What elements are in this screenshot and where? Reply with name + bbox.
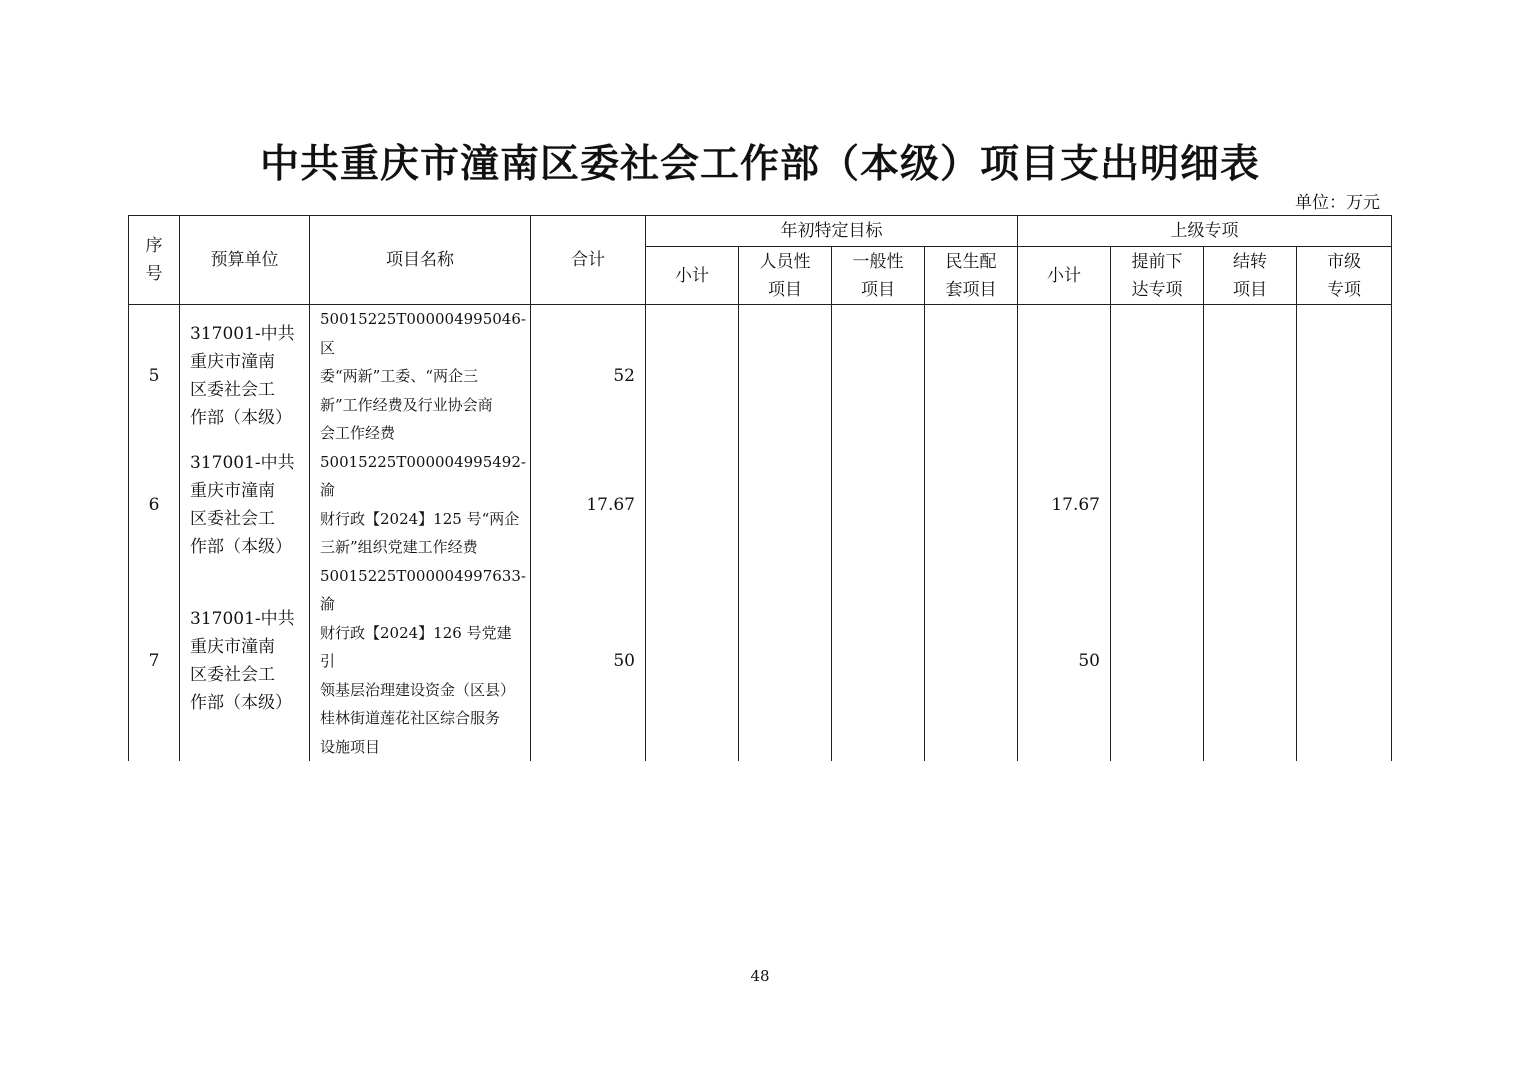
row-livelihood — [925, 305, 1018, 448]
row-seq: 5 — [129, 305, 180, 448]
page-number: 48 — [750, 967, 770, 985]
row-project-name: 50015225T000004995046-区 委“两新”工委、“两企三 新”工作经费及行业协会商 会工作经费 — [310, 305, 531, 448]
row-advance — [1111, 448, 1204, 562]
header-livelihood: 民生配 套项目 — [925, 247, 1018, 305]
row-carryover — [1204, 562, 1297, 762]
table-row — [129, 562, 1392, 762]
row-advance — [1111, 562, 1204, 762]
row-carryover — [1204, 305, 1297, 448]
header-annual-subtotal: 小计 — [646, 247, 739, 305]
row-general — [832, 305, 925, 448]
header-carryover: 结转 项目 — [1204, 247, 1297, 305]
row-annual-subtotal — [646, 305, 739, 448]
row-seq: 6 — [129, 448, 180, 562]
row-livelihood — [925, 562, 1018, 762]
row-livelihood — [925, 448, 1018, 562]
header-superior-subtotal: 小计 — [1018, 247, 1111, 305]
unit-label: 单位：万元 — [1295, 193, 1380, 213]
header-general: 一般性 项目 — [832, 247, 925, 305]
row-municipal — [1297, 562, 1392, 762]
row-superior-subtotal: 50 — [1018, 562, 1111, 762]
row-project-name: 50015225T000004995492-渝 财行政【2024】125 号“两企 三新”组织党建工作经费 — [310, 448, 531, 562]
row-project-name: 50015225T000004997633-渝 财行政【2024】126 号党建引 领基层治理建设资金（区县） 桂林街道莲花社区综合服务 设施项目 — [310, 562, 531, 762]
row-personnel — [739, 562, 832, 762]
row-advance — [1111, 305, 1204, 448]
row-personnel — [739, 305, 832, 448]
header-project-name: 项目名称 — [310, 216, 531, 305]
header-annual-targets: 年初特定目标 — [646, 216, 1018, 247]
header-superior-special: 上级专项 — [1018, 216, 1392, 247]
row-seq: 7 — [129, 562, 180, 762]
row-annual-subtotal — [646, 562, 739, 762]
row-general — [832, 562, 925, 762]
row-superior-subtotal: 17.67 — [1018, 448, 1111, 562]
header-budget-unit: 预算单位 — [180, 216, 310, 305]
table-row — [129, 305, 1392, 448]
row-total: 17.67 — [531, 448, 646, 562]
row-budget-unit: 317001-中共 重庆市潼南 区委社会工 作部（本级） — [180, 562, 310, 762]
row-superior-subtotal — [1018, 305, 1111, 448]
table-row — [129, 448, 1392, 562]
header-advance: 提前下 达专项 — [1111, 247, 1204, 305]
header-seq: 序 号 — [129, 216, 180, 305]
row-annual-subtotal — [646, 448, 739, 562]
row-total: 52 — [531, 305, 646, 448]
row-budget-unit: 317001-中共 重庆市潼南 区委社会工 作部（本级） — [180, 305, 310, 448]
row-carryover — [1204, 448, 1297, 562]
row-budget-unit: 317001-中共 重庆市潼南 区委社会工 作部（本级） — [180, 448, 310, 562]
project-expenditure-table — [128, 215, 1392, 761]
row-municipal — [1297, 448, 1392, 562]
header-total: 合计 — [531, 216, 646, 305]
header-personnel: 人员性 项目 — [739, 247, 832, 305]
header-municipal: 市级 专项 — [1297, 247, 1392, 305]
row-personnel — [739, 448, 832, 562]
row-general — [832, 448, 925, 562]
row-total: 50 — [531, 562, 646, 762]
row-municipal — [1297, 305, 1392, 448]
page-title: 中共重庆市潼南区委社会工作部（本级）项目支出明细表 — [259, 142, 1260, 187]
